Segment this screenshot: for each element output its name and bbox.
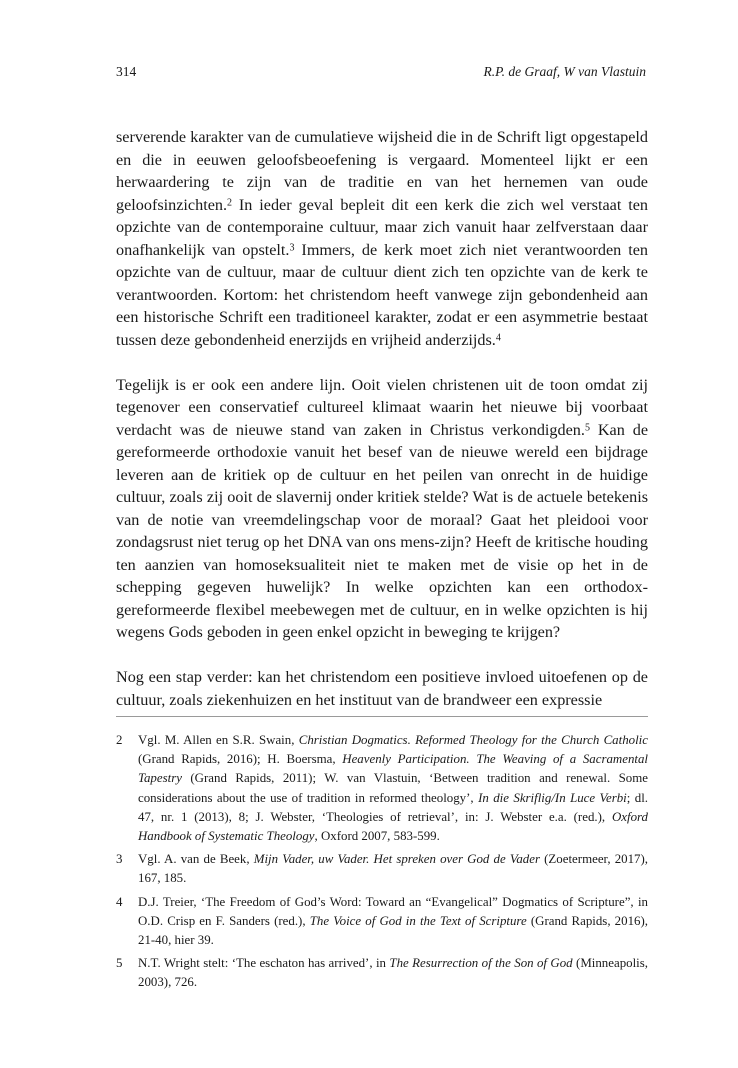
footnote-text (138, 731, 648, 846)
footnote-title: Heavenly Participation. The Weaving of a Sacramental Tapestry (138, 752, 648, 786)
footnote-text (138, 893, 648, 951)
footnote-title: Christian Dogmatics. Reformed Theology for the Church Catholic (298, 733, 648, 747)
footnote-title: In die Skriflig/In Luce Verbi (478, 790, 627, 805)
footnote-title: Mijn Vader, uw Vader. Het spreken over God de Vader (253, 852, 540, 867)
footnote-segment: (Grand Rapids, 2016), 21-40, hier 39. (138, 913, 648, 948)
footnote-segment: D.J. Treier, ‘The Freedom of God’s Word: Toward an “Evangelical” Dogmatics of Scripture”, in O.D. Crisp en F. Sanders (red.), (138, 894, 648, 928)
footnote-number: 5 (116, 956, 123, 971)
paragraph-3-text-1: Nog een stap verder: kan het christendom een positieve invloed uitoefenen op de cultuur, zoals ziekenhuizen en het instituut van de brandweer een expressie (116, 668, 648, 709)
footnote-ref-5[interactable]: 5 (584, 421, 590, 433)
footnote-segment: ; dl. 47, nr. 1 (2013), 8; J. Webster, ‘Theologies of retrieval’, in: J. Webster e.a. (red.), (138, 790, 648, 824)
footnotes (116, 731, 648, 997)
footnote-ref-4[interactable]: 4 (495, 331, 501, 343)
page-number: 314 (116, 64, 137, 79)
footnote-number: 4 (116, 894, 123, 909)
footnote-segment: N.T. Wright stelt: ‘The eschaton has arrived’, in (138, 956, 390, 971)
footnote-segment: (Minneapolis, 2003), 726. (138, 956, 648, 990)
footnote-number: 2 (116, 733, 123, 747)
footnote-2 (116, 731, 648, 846)
footnote-segment: , Oxford 2007, 583-599. (314, 829, 440, 844)
footnote-ref-2[interactable]: 2 (227, 196, 233, 208)
footnote-segment: (Zoetermeer, 2017), 167, 185. (138, 852, 649, 886)
footnote-segment: Vgl. A. van de Beek, (138, 852, 254, 867)
footnote-3 (116, 850, 648, 888)
footnote-separator (116, 716, 648, 717)
paragraph-2 (116, 374, 648, 644)
footnote-5 (116, 954, 648, 992)
paragraph-1-text-3: Immers, de kerk moet zich niet verantwoorden ten opzichte van de cultuur, maar de cultuur dient zich ten opzichte van de kerk te verantwoorden. Kortom: het christendom heeft vanwege zijn gebondenheid aan een historische Schrift een traditioneel karakter, zodat er een asymmetrie bestaat tussen deze gebondenheid enerzijds en vrijheid anderzijds. (116, 240, 648, 349)
paragraph-3 (116, 666, 648, 711)
footnote-ref-3[interactable]: 3 (289, 241, 295, 253)
footnote-4 (116, 893, 648, 951)
footnote-segment: (Grand Rapids, 2016); H. Boersma, (138, 752, 343, 767)
paragraph-2-text-2: Kan de gereformeerde orthodoxie vanuit het besef van de nieuwe wereld een bijdrage leveren aan de kritiek op de cultuur en het peilen van onrecht in de huidige cultuur, zoals zij ooit de slavernij onder kritiek stelde? Wat is de actuele betekenis van de notie van vreemdelingschap voor de moraal? Gaat het pleidooi voor zondagsrust niet terug op het DNA van ons mens-zijn? Heeft de kritische houding ten aanzien van homoseksualiteit niet te maken met de visie op het in de schepping gegeven huwelijk? In welke opzichten kan een orthodox-gereformeerde flexibel meebewegen met de cultuur, en in welke opzichten is hij wegens Gods geboden in geen enkel opzicht in beweging te krijgen? (116, 420, 649, 641)
paragraph-1-text-2: In ieder geval bepleit dit een kerk die zich wel verstaat ten opzichte van de contemporaine cultuur, maar zich vanuit haar zelfverstaan daar onafhankelijk van opstelt. (116, 195, 648, 259)
footnote-segment: (Grand Rapids, 2011); W. van Vlastuin, ‘Between tradition and renewal. Some considerations about the use of tradition in reformed theology’, (138, 771, 648, 805)
footnote-title: The Voice of God in the Text of Scripture (309, 913, 527, 928)
paragraph-1-text-1: serverende karakter van de cumulatieve wijsheid die in de Schrift ligt opgestapeld en die in eeuwen geloofsbeoefening is vergaard. Momenteel lijkt er een herwaardering te zijn van de traditie en van het hernemen van oude geloofsinzichten. (116, 128, 648, 214)
running-head: R.P. de Graaf, W van Vlastuin (483, 64, 646, 79)
footnote-text (138, 954, 648, 992)
footnote-title: The Resurrection of the Son of God (389, 956, 573, 971)
body-text (116, 126, 648, 711)
paragraph-1 (116, 126, 648, 351)
footnote-text (138, 850, 648, 888)
paragraph-2-text-1: Tegelijk is er ook een andere lijn. Ooit vielen christenen uit de toon omdat zij tegenover een conservatief cultureel klimaat waarin het nieuwe bij voorbaat verdacht was de nieuwe stand van zaken in Christus verkondigden. (116, 375, 648, 439)
footnote-segment: Vgl. M. Allen en S.R. Swain, (138, 733, 299, 747)
footnote-number: 3 (116, 852, 123, 867)
footnote-title: Oxford Handbook of Systematic Theology (138, 809, 648, 844)
